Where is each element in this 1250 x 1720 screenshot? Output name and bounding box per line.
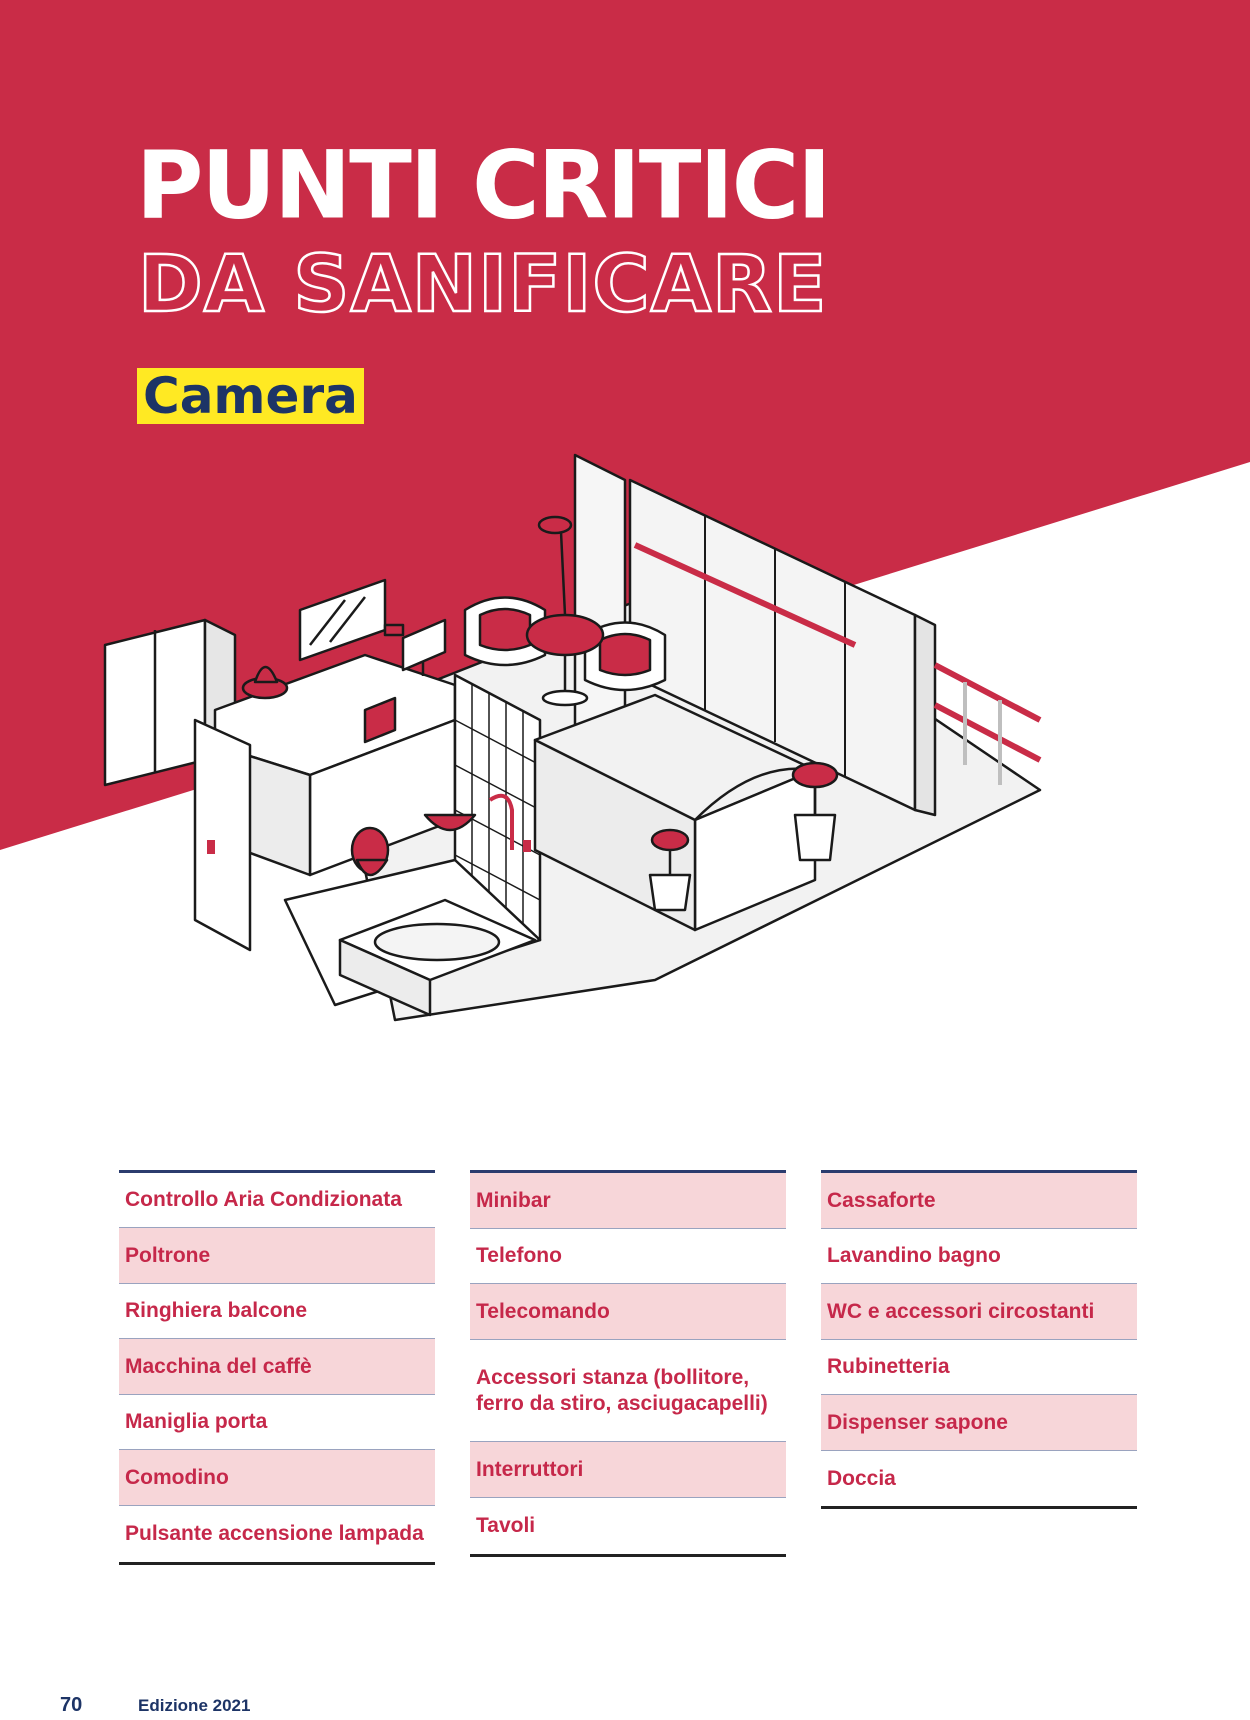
list-item: Cassaforte	[821, 1173, 1137, 1229]
checklist-column-1	[119, 1170, 435, 1565]
list-item: Rubinetteria	[821, 1340, 1137, 1395]
list-item: Pulsante accensione lampada	[125, 1522, 424, 1545]
list-item: Macchina del caffè	[119, 1339, 435, 1395]
page-number: 70	[60, 1694, 83, 1716]
list-item: WC e accessori circostanti	[821, 1284, 1137, 1340]
list-item: Ringhiera balcone	[119, 1284, 435, 1339]
list-item: Poltrone	[119, 1228, 435, 1284]
checklist-column-3	[821, 1170, 1137, 1509]
column-bottom-rule	[470, 1554, 786, 1557]
hotel-room-illustration	[95, 420, 1155, 1100]
list-item: Doccia	[827, 1466, 896, 1490]
page-subtitle: DA SANIFICARE	[138, 240, 828, 330]
list-item: Maniglia porta	[119, 1395, 435, 1450]
list-item: Telecomando	[470, 1284, 786, 1340]
list-item: Lavandino bagno	[821, 1229, 1137, 1284]
page-title: PUNTI CRITICI	[136, 130, 830, 241]
column-bottom-rule	[119, 1562, 435, 1565]
list-item: Accessori stanza (bollitore, ferro da stiro, asciugacapelli)	[470, 1340, 786, 1442]
list-item: Minibar	[470, 1173, 786, 1229]
edition-label: Edizione 2021	[138, 1696, 251, 1715]
column-bottom-rule	[821, 1506, 1137, 1509]
checklist-column-2	[470, 1170, 786, 1557]
list-item: Dispenser sapone	[821, 1395, 1137, 1451]
list-item: Telefono	[470, 1229, 786, 1284]
list-item: Tavoli	[476, 1514, 536, 1537]
list-item: Comodino	[119, 1450, 435, 1506]
section-label: Camera	[137, 368, 364, 424]
list-item: Interruttori	[470, 1442, 786, 1498]
list-item: Controllo Aria Condizionata	[119, 1173, 435, 1228]
